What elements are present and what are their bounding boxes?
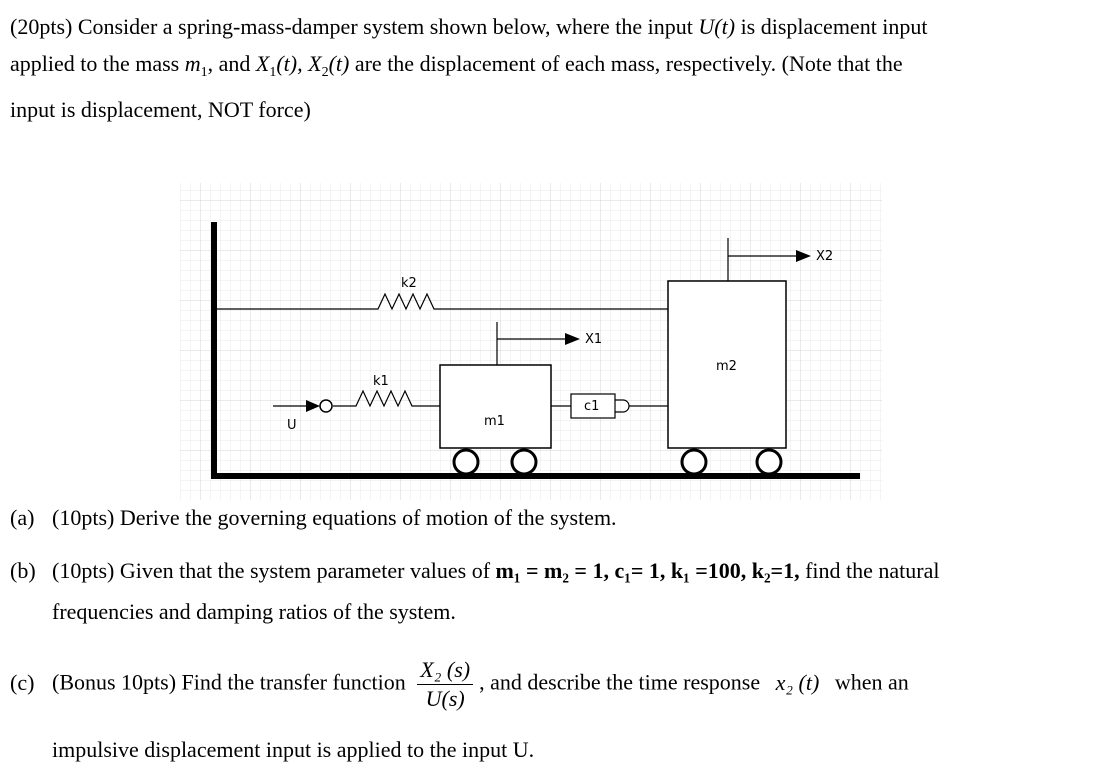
question-c-text: (Bonus 10pts) Find the transfer function: [52, 669, 412, 695]
intro-text: input is displacement, NOT force): [10, 97, 311, 122]
question-b: [10, 558, 940, 584]
question-b-letter: (b): [10, 558, 36, 583]
intro-text: is displacement input: [735, 14, 928, 39]
x2-symbol: X: [308, 51, 322, 76]
transfer-function-numerator: X₂ (s): [417, 657, 473, 685]
intro-text: applied to the mass: [10, 51, 185, 76]
x1-subscript: 1: [269, 65, 277, 80]
label-k2: k2: [401, 276, 417, 291]
intro-text: are the displacement of each mass, respectively. (Note that the: [349, 51, 903, 76]
x1-symbol: X: [255, 51, 270, 76]
response-symbol: x₂ (t): [775, 669, 820, 695]
input-symbol: U(t): [698, 14, 736, 39]
question-b-text: find the natural: [799, 558, 940, 583]
mass-subscript: 1: [200, 65, 208, 80]
label-c1: c1: [584, 399, 600, 414]
m2-wheel-right: [757, 450, 781, 474]
question-a-text: (10pts) Derive the governing equations of motion of the system.: [52, 505, 617, 530]
transfer-function-fraction: [417, 657, 473, 712]
m1-wheel-left: [454, 450, 478, 474]
question-b-line-2: frequencies and damping ratios of the system.: [52, 599, 456, 624]
question-c-line-2: impulsive displacement input is applied to the input U.: [52, 737, 535, 762]
question-c-text: , and describe the time response: [479, 669, 766, 695]
label-x1: X1: [585, 332, 603, 347]
transfer-function-denominator: U(s): [425, 686, 465, 711]
x2-argument: (t): [328, 51, 350, 76]
intro-text: (20pts) Consider a spring-mass-damper system shown below, where the input: [10, 14, 699, 39]
input-node: [320, 400, 332, 412]
m1-wheel-right: [512, 450, 536, 474]
question-a-letter: (a): [10, 505, 35, 530]
mass-m1-block: [440, 365, 551, 448]
label-x2: X2: [816, 249, 834, 264]
question-b-parameters: m₁ = m₂ = 1, c₁= 1, k₁ =100, k₂=1,: [495, 558, 800, 583]
label-u: U: [287, 418, 297, 433]
intro-text: , and: [207, 51, 256, 76]
mass-symbol: m: [184, 51, 201, 76]
label-m2: m2: [716, 359, 737, 374]
question-c-letter: (c): [10, 669, 35, 695]
x2-subscript: 2: [321, 65, 329, 80]
label-m1: m1: [484, 414, 505, 429]
question-c: [10, 657, 909, 712]
question-b-text: (10pts) Given that the system parameter values of: [52, 558, 496, 583]
question-c-text: when an: [829, 669, 909, 695]
question-a: [10, 505, 617, 531]
m2-wheel-left: [682, 450, 706, 474]
x1-argument: (t),: [276, 51, 309, 76]
label-k1: k1: [373, 374, 389, 389]
